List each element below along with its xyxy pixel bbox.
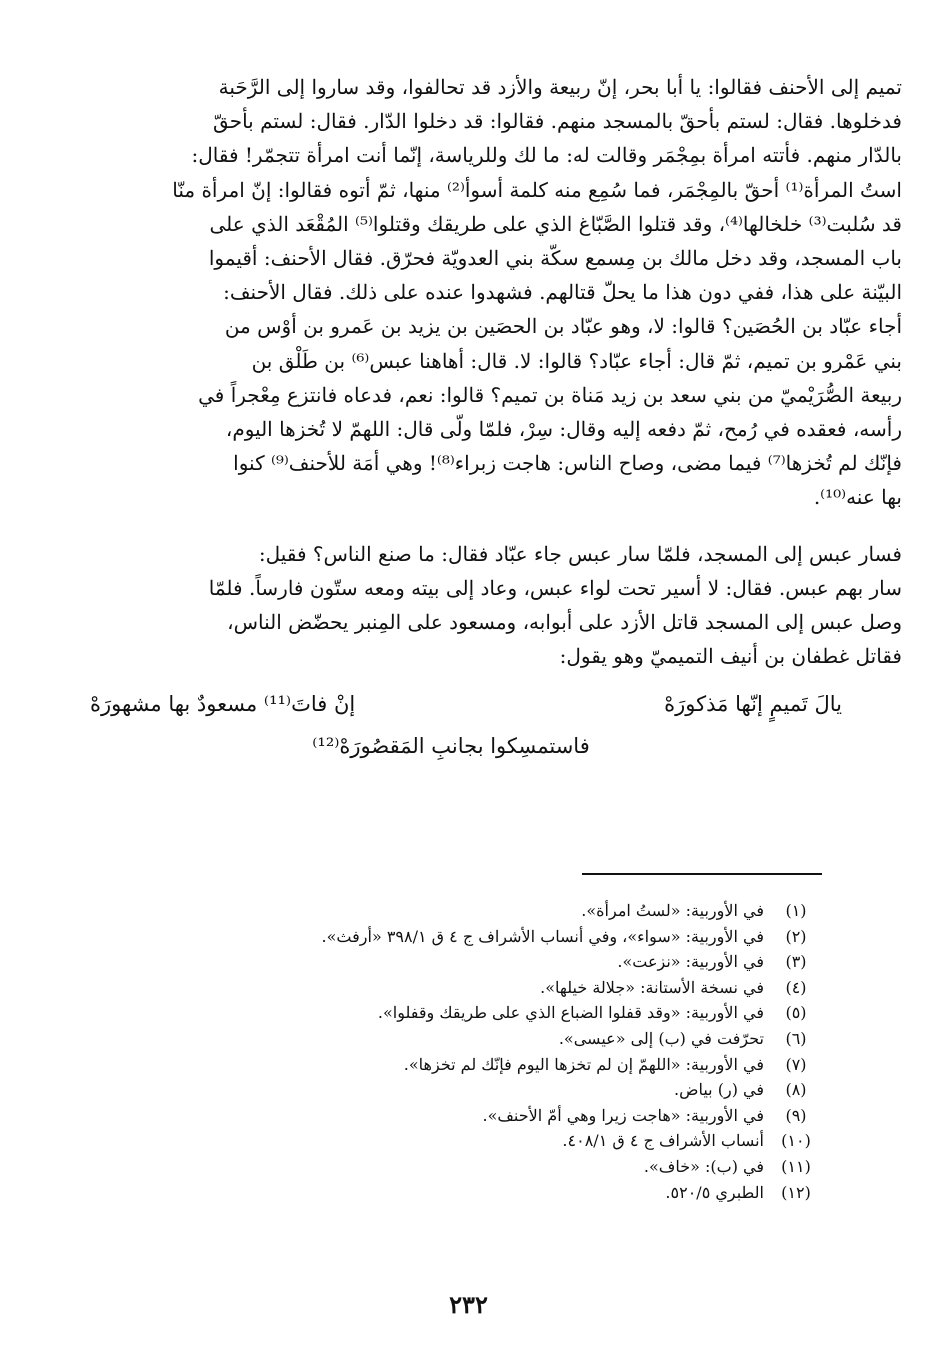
- text-line: وصل عبس إلى المسجد قاتل الأزد على أبوابه، ومسعود على المِنبر يحضّض الناس،: [227, 610, 902, 635]
- page-body: [40, 70, 902, 767]
- text-line: قد سُلبت⁽³⁾ خلخالها⁽⁴⁾، وقد قتلوا الصَّبّاغ الذي على طريقك وقتلوا⁽⁵⁾ المُقْعَد الذي على: [209, 211, 902, 236]
- footnote-text: في الأوربية: «وقد قفلوا الضباع الذي على طريقك وقفلوا».: [377, 1003, 764, 1023]
- footnote-item: [60, 1052, 820, 1078]
- footnote-number: (٦): [785, 1028, 807, 1048]
- footnote-item: [60, 1026, 820, 1052]
- footnote-number: (١): [785, 901, 807, 920]
- footnote-item: [60, 1128, 820, 1154]
- text-line: بني عَمْرو بن تميم، ثمّ قال: أجاء عبّاد؟ قالوا: لا. قال: أهاهنا عبس⁽⁶⁾ بن طَلْق بن: [251, 348, 902, 373]
- footnote-divider: [582, 873, 822, 875]
- footnote-number: (١١): [781, 1156, 811, 1176]
- paragraph-1: [40, 70, 902, 515]
- footnote-text: في الأوربية: «لستُ امرأة».: [581, 901, 764, 920]
- footnote-number: (١٢): [781, 1182, 811, 1202]
- poem-hemistich-left: إنْ فاتَ⁽¹¹⁾ مسعودٌ بها مشهورَهْ: [90, 692, 356, 717]
- paragraph-2: [40, 537, 902, 674]
- text-line: سار بهم عبس. فقال: لا أسير تحت لواء عبس، وعاد إلى بيته ومعه ستّون فارساً. فلمّا: [208, 575, 902, 600]
- text-line: أجاء عبّاد بن الحُصَين؟ قالوا: لا، وهو عبّاد بن الحصَين بن يزيد بن عَمرو بن أوْس من: [224, 314, 902, 339]
- text-line: فقاتل غطفان بن أنيف التميميّ وهو يقول:: [559, 644, 902, 669]
- text-line: فإنّك لم تُخزها⁽⁷⁾ فيما مضى، وصاح الناس: هاجت زبراء⁽⁸⁾! وهي أمَة للأحنف⁽⁹⁾ كنوا: [233, 451, 902, 476]
- footnote-number: (٨): [785, 1080, 807, 1100]
- footnotes: [60, 898, 820, 1205]
- page-number: ٢٣٢: [449, 1290, 488, 1319]
- footnote-number: (٧): [785, 1054, 807, 1074]
- footnote-number: (٣): [785, 952, 807, 972]
- footnote-item: [60, 898, 820, 924]
- footnote-text: في الأوربية: «هاجت زيرا وهي أمّ الأحنف».: [482, 1105, 764, 1125]
- footnote-number: (٤): [785, 977, 807, 997]
- text-line: فسار عبس إلى المسجد، فلمّا سار عبس جاء عبّاد فقال: ما صنع الناس؟ فقيل:: [258, 541, 902, 566]
- poem-line-2: فاستمسِكوا بجانبِ المَقصُورَهْ⁽¹²⁾: [312, 734, 590, 759]
- footnote-text: في الأوربية: «اللهمّ إن لم تخزها اليوم فإنّك لم تخزها».: [403, 1054, 764, 1074]
- footnote-item: [60, 975, 820, 1001]
- footnote-text: في الأوربية: «سواء»، وفي أنساب الأشراف ج ٤ ق ٣٩٨/١ «أرفث».: [321, 926, 764, 946]
- footnote-item: [60, 1077, 820, 1103]
- footnote-item: [60, 1000, 820, 1026]
- text-line: رأسه، فعقده في رُمح، ثمّ دفعه إليه وقال: سِرْ، فلمّا ولّى قال: اللهمّ لا تُخزها اليوم،: [225, 417, 902, 442]
- poem-hemistich-right: يالَ تَميمٍ إنّها مَذكورَهْ: [664, 692, 842, 717]
- footnote-text: في (ر) بياض.: [674, 1080, 764, 1100]
- footnote-text: أنساب الأشراف ج ٤ ق ٤٠٨/١.: [562, 1131, 764, 1151]
- footnote-text: الطبري ٥٢٠/٥.: [665, 1182, 764, 1202]
- text-line: باب المسجد، وقد دخل مالك بن مِسمع سكّة بني العدويّة فحرّق. فقال الأحنف: أقيموا: [208, 246, 902, 271]
- text-line: بها عنه⁽¹⁰⁾.: [813, 485, 902, 510]
- footnote-number: (٥): [785, 1003, 807, 1023]
- footnote-text: في (ب): «خاف».: [643, 1156, 764, 1176]
- footnote-text: في الأوربية: «نزعت».: [617, 952, 764, 972]
- footnote-item: [60, 949, 820, 975]
- poem-verse: [40, 683, 902, 767]
- text-line: تميم إلى الأحنف فقالوا: يا أبا بحر، إنّ ربيعة والأزد قد تحالفوا، وقد ساروا إلى الرَّحَبة: [218, 75, 902, 99]
- footnote-text: في نسخة الأستانة: «جلالة خيلها».: [540, 977, 764, 997]
- footnote-item: [60, 1180, 820, 1206]
- footnote-item: [60, 1154, 820, 1180]
- text-line: البيّنة على هذا، ففي دون هذا ما يحلّ قتالهم. فشهدوا عنده على ذلك. فقال الأحنف:: [223, 280, 902, 305]
- text-line: استُ المرأة⁽¹⁾ أحقّ بالمِجْمَر، فما سُمِع منه كلمة أسوأ⁽²⁾ منها، ثمّ أتوه فقالوا: إنّ امرأة منّا: [172, 177, 902, 202]
- footnote-item: [60, 924, 820, 950]
- footnote-item: [60, 1103, 820, 1129]
- footnote-number: (١٠): [781, 1131, 811, 1151]
- footnote-number: (٩): [785, 1105, 807, 1125]
- footnote-text: تحرّفت في (ب) إلى «عيسى».: [558, 1028, 764, 1048]
- poem-line-1: [40, 683, 902, 725]
- footnote-number: (٢): [785, 926, 807, 946]
- text-line: ربيعة الصُّرَيْميّ من بني سعد بن زيد مَناة بن تميم؟ قالوا: نعم، فدعاه فانتزع مِعْجراً في: [198, 382, 902, 407]
- text-line: فدخلوها. فقال: لستم بأحقّ بالمسجد منهم. فقالوا: قد دخلوا الدّار. فقال: لستم بأحقّ: [213, 109, 902, 134]
- text-line: بالدّار منهم. فأتته امرأة بمِجْمَر وقالت له: ما لك وللرياسة، إنّما أنت امرأة تتجمّر! فقال:: [191, 143, 902, 168]
